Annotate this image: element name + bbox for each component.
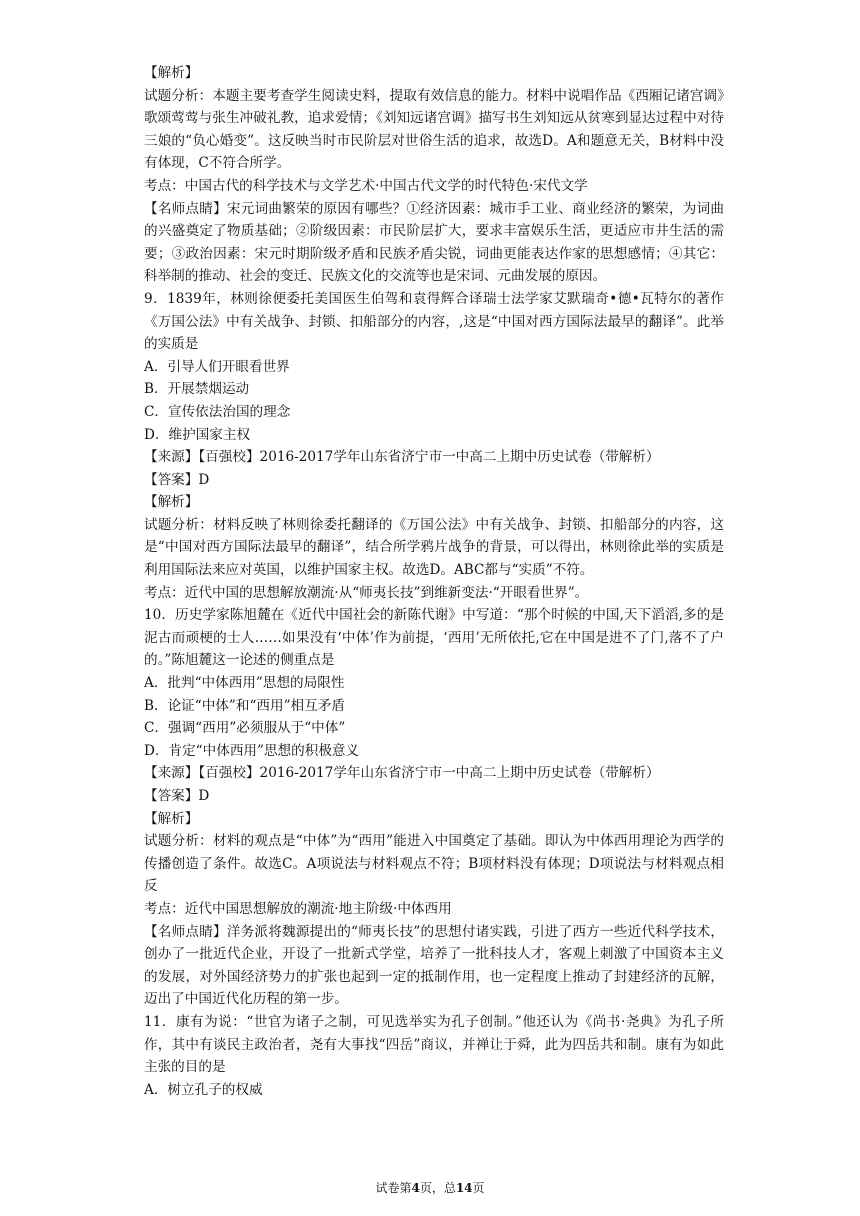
footer-total-pages: 14 [455, 1181, 473, 1195]
teacher-note: 【名师点睛】宋元词曲繁荣的原因有哪些？①经济因素：城市手工业、商业经济的繁荣，为词曲的兴盛奠定了物质基础；②阶级因素：市民阶层扩大，要求丰富娱乐生活，更适应市井生活的需要；③政治因素：宋元时期阶级矛盾和民族矛盾尖锐，词曲更能表达作家的思想感情；④其它：科举制的推动、社会的变迁、民族文化的交流等也是宋词、元曲发展的原因。 [144, 200, 724, 285]
footer-page-number: 4 [411, 1181, 420, 1195]
question-10-source: 【来源】【百强校】2016-2017学年山东省济宁市一中高二上期中历史试卷（带解析） [144, 765, 660, 782]
question-9-option-d: D．维护国家主权 [144, 426, 251, 443]
question-10-option-b: B．论证“中体”和“西用”相互矛盾 [144, 697, 345, 714]
footer-suffix: 页 [472, 1181, 485, 1195]
question-9-option-b: B．开展禁烟运动 [144, 381, 250, 398]
question-11-option-a: A．树立孔子的权威 [144, 1081, 263, 1098]
footer-prefix: 试卷第 [375, 1181, 412, 1195]
question-9-option-c: C．宣传依法治国的理念 [144, 403, 291, 420]
question-9-stem: 9．1839年，林则徐便委托美国医生伯驾和袁得辉合译瑞士法学家艾默瑞奇•德•瓦特尔的著作《万国公法》中有关战争、封锁、扣船部分的内容，,这是“中国对西方国际法最早的翻译”。此举的实质是 [144, 290, 724, 353]
footer-middle: 页，总 [419, 1181, 456, 1195]
page-footer [0, 1180, 860, 1196]
question-10-stem: 10．历史学家陈旭麓在《近代中国社会的新陈代谢》中写道：“那个时候的中国,天下滔滔,多的是泥古而顽梗的士人……如果没有‘中体’作为前提，‘西用’无所依托,它在中国是进不了门,落不了户的。”陈旭麓这一论述的侧重点是 [144, 607, 724, 669]
question-10-analysis-label: 【解析】 [144, 810, 199, 827]
question-9-answer: 【答案】D [144, 471, 210, 488]
question-9-source: 【来源】【百强校】2016-2017学年山东省济宁市一中高二上期中历史试卷（带解析） [144, 449, 660, 466]
question-10-answer: 【答案】D [144, 788, 210, 804]
question-9-analysis-label: 【解析】 [144, 494, 199, 511]
question-10-option-d: D．肯定“中体西用”思想的积极意义 [144, 742, 360, 759]
question-10-option-c: C．强调“西用”必须服从于“中体” [144, 720, 346, 737]
question-10-analysis-text: 试题分析：材料的观点是“中体”为“西用”能进入中国奠定了基础。即认为中体西用理论为西学的传播创造了条件。故选C。A项说法与材料观点不符；B项材料没有体现；D项说法与材料观点相反 [144, 833, 724, 895]
question-9-exam-point: 考点：近代中国的思想解放潮流·从“师夷长技”到维新变法·“开眼看世界”。 [144, 584, 589, 601]
exam-point: 考点：中国古代的科学技术与文学艺术·中国古代文学的时代特色·宋代文学 [144, 177, 588, 194]
question-10-exam-point: 考点：近代中国思想解放的潮流·地主阶级·中体西用 [144, 900, 452, 917]
analysis-label: 【解析】 [144, 65, 199, 81]
analysis-text: 试题分析：本题主要考查学生阅读史料，提取有效信息的能力。材料中说唱作品《西厢记诸宫调》歌颂莺莺与张生冲破礼教，追求爱情；《刘知远诸宫调》描写书生刘知远从贫寒到显达过程中对待三娘的“负心婚变”。这反映当时市民阶层对世俗生活的追求，故选D。A和题意无关，B材料中没有体现，C不符合所学。 [144, 87, 724, 172]
question-11-stem: 11．康有为说：“世官为诸子之制，可见选举实为孔子创制。”他还认为《尚书·尧典》为孔子所作，其中有谈民主政治者，尧有大事找“四岳”商议，并禅让于舜，此为四岳共和制。康有为如此主张的目的是 [144, 1013, 724, 1076]
question-10-teacher-note: 【名师点睛】洋务派将魏源提出的“师夷长技”的思想付诸实践，引进了西方一些近代科学技术，创办了一批近代企业，开设了一批新式学堂，培养了一批科技人才，客观上刺激了中国资本主义的发展，对外国经济势力的扩张也起到一定的抵制作用，也一定程度上推动了封建经济的瓦解，迈出了中国近代化历程的第一步。 [144, 923, 724, 1008]
question-9-analysis-text: 试题分析：材料反映了林则徐委托翻译的《万国公法》中有关战争、封锁、扣船部分的内容，这是“中国对西方国际法最早的翻译”，结合所学鸦片战争的背景，可以得出，林则徐此举的实质是利用国际法来应对英国，以维护国家主权。故选D。ABC都与“实质”不符。 [144, 516, 724, 579]
question-9-option-a: A．引导人们开眼看世界 [144, 358, 290, 375]
exam-page-content [144, 62, 724, 1101]
question-10-option-a: A．批判“中体西用”思想的局限性 [144, 675, 345, 692]
